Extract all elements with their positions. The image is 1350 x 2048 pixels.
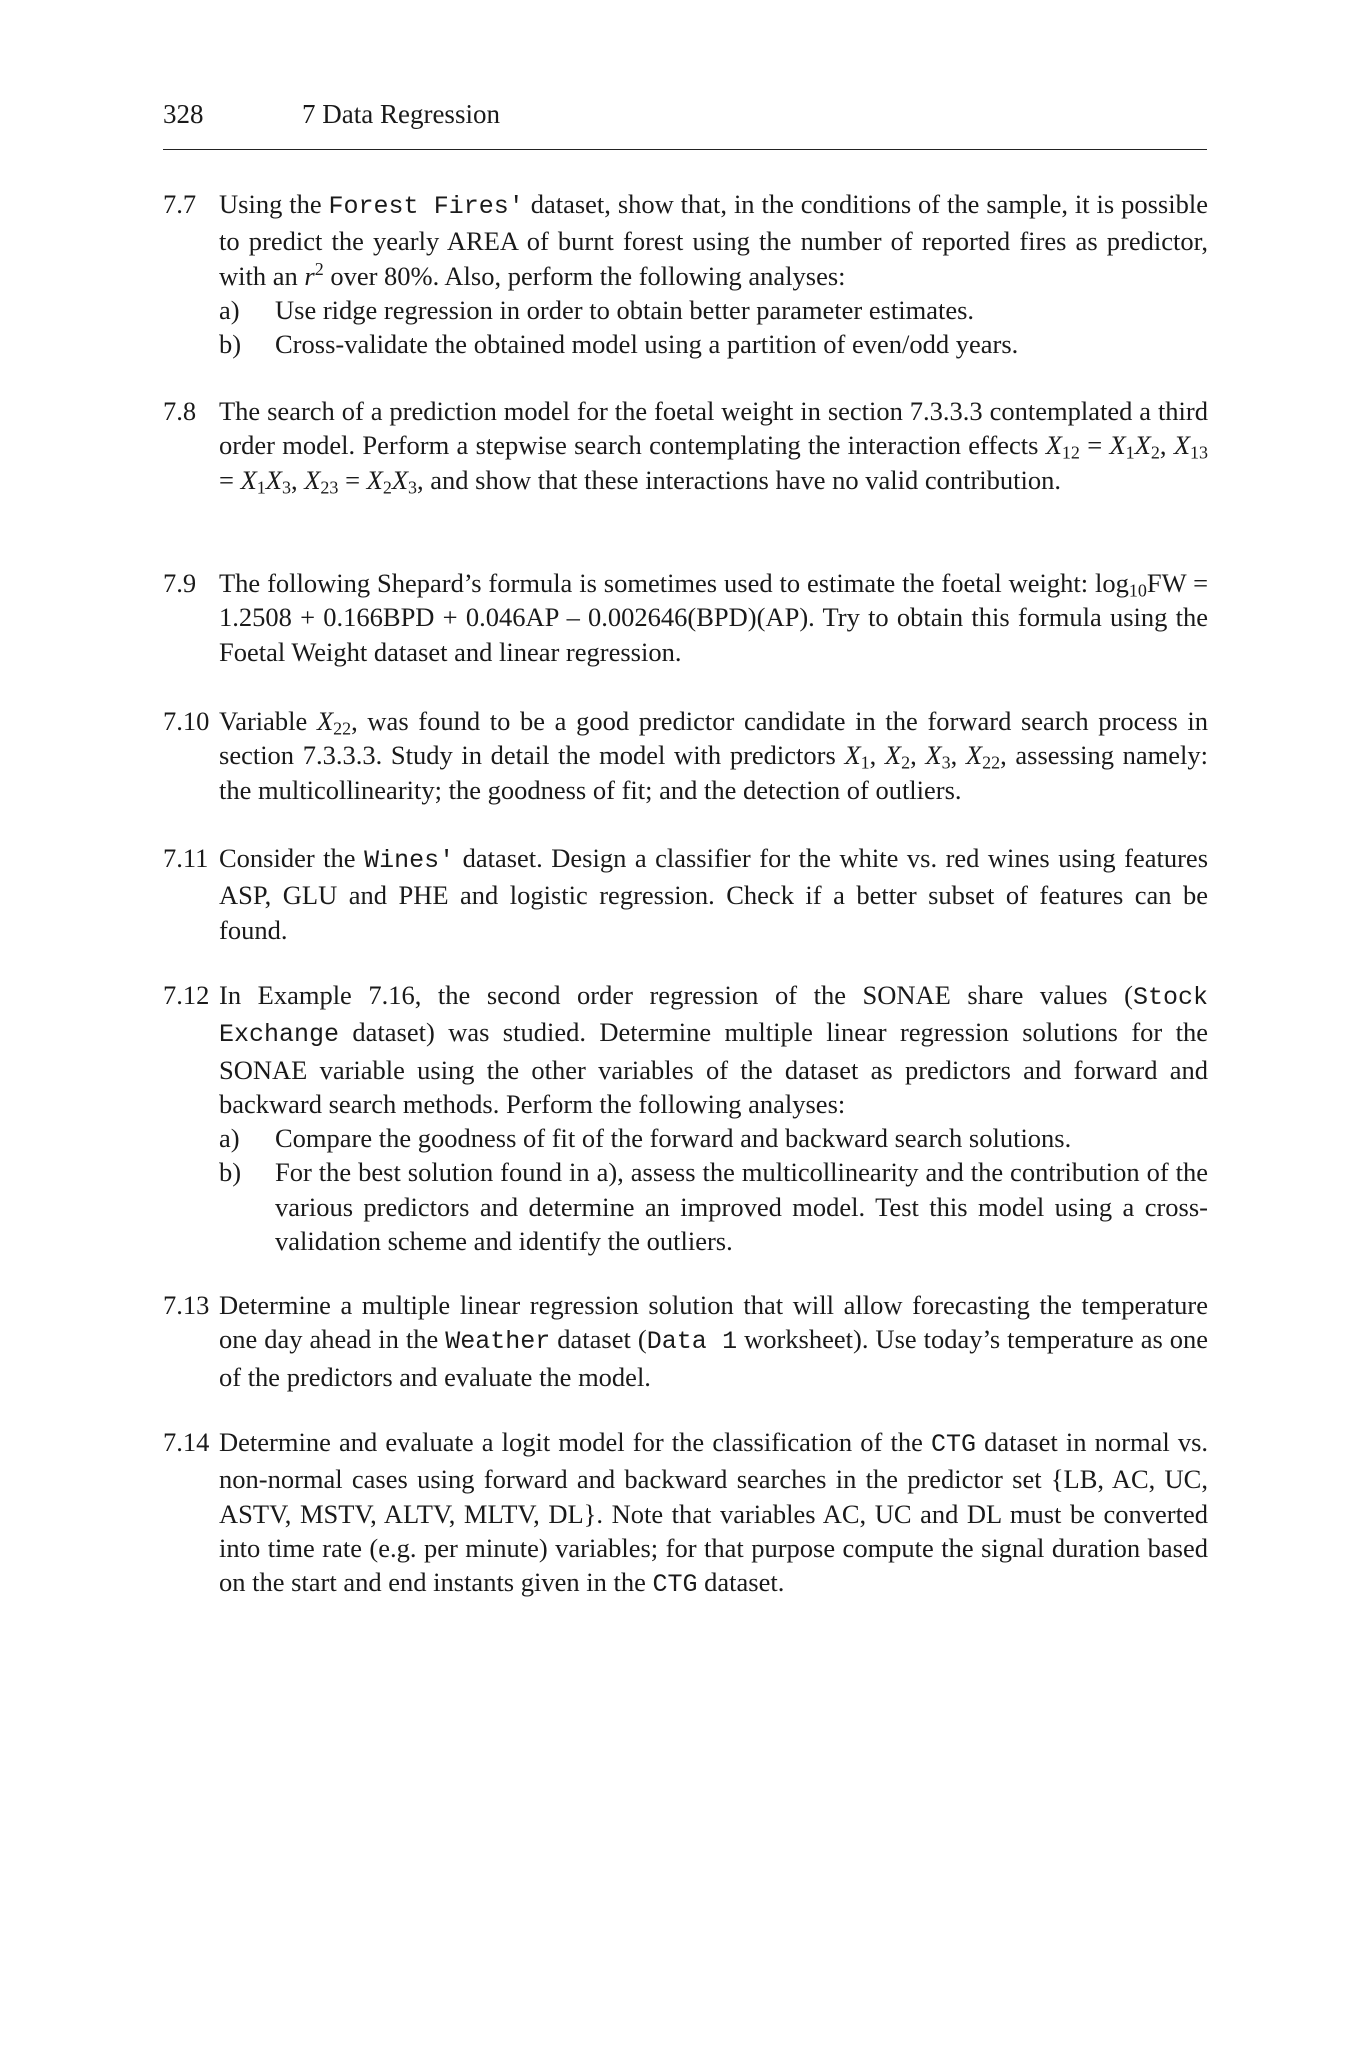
exercise-text: The search of a prediction model for the foetal weight in section 7.3.3.3 contemplated a third order model. Perform a stepwise search contemplating the interaction effects $X_{12} = X_1X_2$, $X_{13} = X_1X_3$, $X_{23} = X_2X_3$, and show that these interactions have no valid contribution. [219, 396, 1209, 498]
sub-item [219, 327, 1208, 361]
sub-item-label: b) [219, 1157, 242, 1188]
dataset-name: Stock Exchange [219, 983, 1208, 1050]
exercise-number: 7.11 [163, 843, 209, 873]
sub-item [219, 1155, 1208, 1258]
running-header [163, 99, 1207, 150]
dataset-name: CTG [931, 1430, 977, 1459]
sub-item [219, 1121, 1208, 1155]
exercise-7-11 [163, 841, 1208, 947]
exercise-body [219, 1425, 1208, 1602]
exercise-text: Variable $X_{22}$, was found to be a good predictor candidate in the forward search process in section 7.3.3.3. Study in detail the model with predictors $X_1$, $X_2$, $X_3$, $X_{22}$, assessing namely: the multicollinearity; the goodness of fit; and the detection of outliers. [219, 706, 1209, 805]
exercise-7-7 [163, 187, 1208, 361]
sub-item-label: a) [219, 294, 240, 325]
sub-item-text: Cross-validate the obtained model using a partition of even/odd years. [275, 329, 1019, 360]
sub-item-label: a) [219, 1123, 240, 1154]
exercise-text: Determine a multiple linear regression solution that will allow forecasting the temperature one day ahead in the Weather dataset (Data 1 worksheet). Use today’s temperature as one of the predictors and evaluate the model. [219, 1290, 1209, 1392]
dataset-name: Wines' [364, 846, 455, 875]
sub-item-text: Compare the goodness of fit of the forward and backward search solutions. [275, 1123, 1072, 1154]
exercise-number: 7.8 [163, 396, 197, 426]
exercise-number: 7.9 [163, 568, 197, 598]
sub-item-text: For the best solution found in a), assess the multicollinearity and the contribution of the various predictors and determine an improved model. Test this model using a cross-validation scheme and identify the outliers. [275, 1157, 1208, 1257]
chapter-title: 7 Data Regression [302, 99, 500, 129]
exercise-text: In Example 7.16, the second order regression of the SONAE share values (Stock Exchange dataset) was studied. Determine multiple linear regression solutions for the SONAE variable using the other variables of the dataset as predictors and forward and backward search methods. Perform the following analyses: [219, 980, 1209, 1119]
page-number: 328 [163, 99, 204, 129]
exercise-text: Consider the Wines' dataset. Design a classifier for the white vs. red wines using features ASP, GLU and PHE and logistic regression. Check if a better subset of features can be found. [219, 843, 1209, 945]
exercise-7-9 [163, 566, 1208, 669]
exercise-7-13 [163, 1288, 1208, 1394]
dataset-name: Forest Fires' [328, 192, 524, 221]
exercise-text: The following Shepard’s formula is sometimes used to estimate the foetal weight: $\log_{10}FW = 1.2508 + 0.166BPD + 0.046AP - 0.002646(BPD)(AP)$. Try to obtain this formula using the Foetal Weight dataset and linear regression. [219, 568, 1209, 667]
exercise-body [219, 704, 1208, 807]
exercise-body [219, 566, 1208, 669]
exercise-body [219, 1288, 1208, 1394]
sub-item [219, 293, 1208, 327]
exercise-body [219, 394, 1208, 497]
dataset-name: CTG [652, 1570, 698, 1600]
worksheet-name: Data 1 [646, 1327, 738, 1357]
exercise-7-8 [163, 394, 1208, 497]
exercise-number: 7.10 [163, 706, 210, 736]
exercise-number: 7.14 [163, 1427, 210, 1457]
exercise-7-12 [163, 978, 1208, 1258]
exercise-number: 7.7 [163, 189, 197, 219]
exercise-body [219, 187, 1208, 361]
exercise-body [219, 841, 1208, 947]
exercise-number: 7.12 [163, 980, 210, 1010]
exercise-7-10 [163, 704, 1208, 807]
exercise-text: Using the Forest Fires' dataset, show that, in the conditions of the sample, it is possible to predict the yearly AREA of burnt forest using the number of reported fires as predictor, with an $r^2$ over 80%. Also, perform the following analyses: [219, 189, 1208, 291]
exercise-body [219, 978, 1208, 1258]
exercise-text: Determine and evaluate a logit model for the classification of the CTG dataset in normal vs. non-normal cases using forward and backward searches in the predictor set {LB, AC, UC, ASTV, MSTV, ALTV, MLTV, DL}. Note that variables AC, UC and DL must be converted into time rate (e.g. per minute) variables; for that purpose compute the signal duration based on the start and end instants given in the CTG dataset. [219, 1427, 1209, 1600]
sub-item-label: b) [219, 329, 242, 360]
sub-item-text: Use ridge regression in order to obtain better parameter estimates. [275, 294, 975, 325]
exercise-7-14 [163, 1425, 1208, 1602]
exercise-number: 7.13 [163, 1290, 210, 1320]
dataset-name: Weather [445, 1327, 551, 1357]
